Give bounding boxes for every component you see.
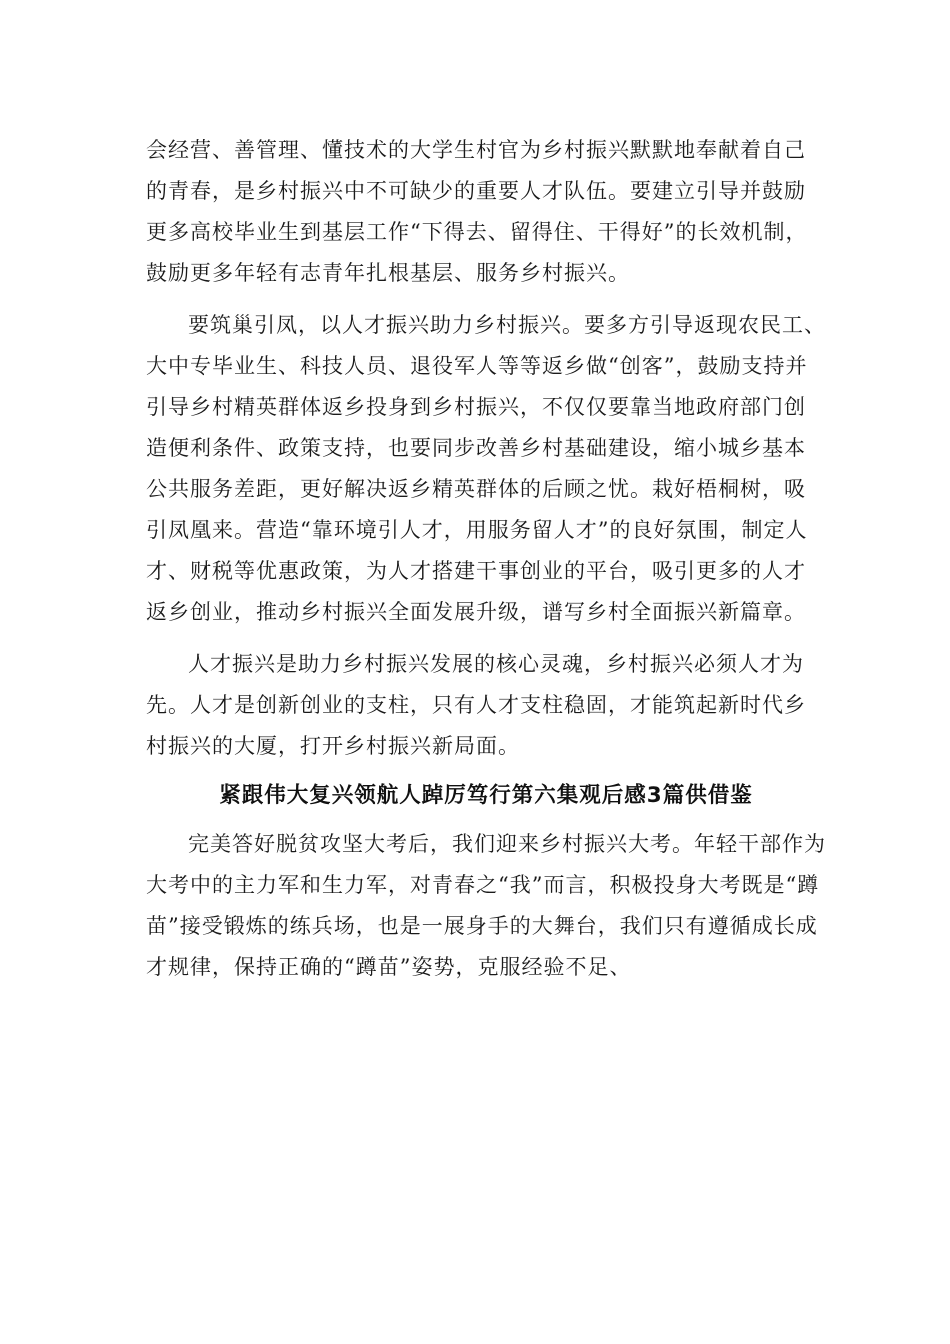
paragraph-talent-core: 人才振兴是助力乡村振兴发展的核心灵魂，乡村振兴必须人才为先。人才是创新创业的支柱，只有人才支柱稳固，才能筑起新时代乡村振兴的大厦，打开乡村振兴新局面。 xyxy=(146,652,806,758)
paragraph-attract-talent: 要筑巢引凤，以人才振兴助力乡村振兴。要多方引导返现农民工、大中专毕业生、科技人员、退役军人等等返乡做“创客”，鼓励支持并引导乡村精英群体返乡投身到乡村振兴，不仅仅要靠当地政府部门创造便利条件、政策支持，也要同步改善乡村基础建设，缩小城乡基本公共服务差距，更好解决返乡精英群体的后顾之忧。栽好梧桐树，吸引凤凰来。营造“靠环境引人才，用服务留人才”的良好氛围，制定人才、财税等优惠政策，为人才搭建干事创业的平台，吸引更多的人才返乡创业，推动乡村振兴全面发展升级，谱写乡村全面振兴新篇章。 xyxy=(146,313,826,624)
paragraph-village-officials: 会经营、善管理、懂技术的大学生村官为乡村振兴默默地奉献着自己的青春，是乡村振兴中不可缺少的重要人才队伍。要建立引导并鼓励更多高校毕业生到基层工作“下得去、留得住、干得好”的长效机制，鼓励更多年轻有志青年扎根基层、服务乡村振兴。 xyxy=(146,138,808,285)
section-heading: 紧跟伟大复兴领航人踔厉笃行第六集观后感3篇供借鉴 xyxy=(219,783,753,808)
paragraph-rural-exam: 完美答好脱贫攻坚大考后，我们迎来乡村振兴大考。年轻干部作为大考中的主力军和生力军，对青春之“我”而言，积极投身大考既是“蹲苗”接受锻炼的练兵场，也是一展身手的大舞台，我们只有遵循成长成才规律，保持正确的“蹲苗”姿势，克服经验不足、 xyxy=(146,832,826,979)
document-body xyxy=(146,130,826,988)
